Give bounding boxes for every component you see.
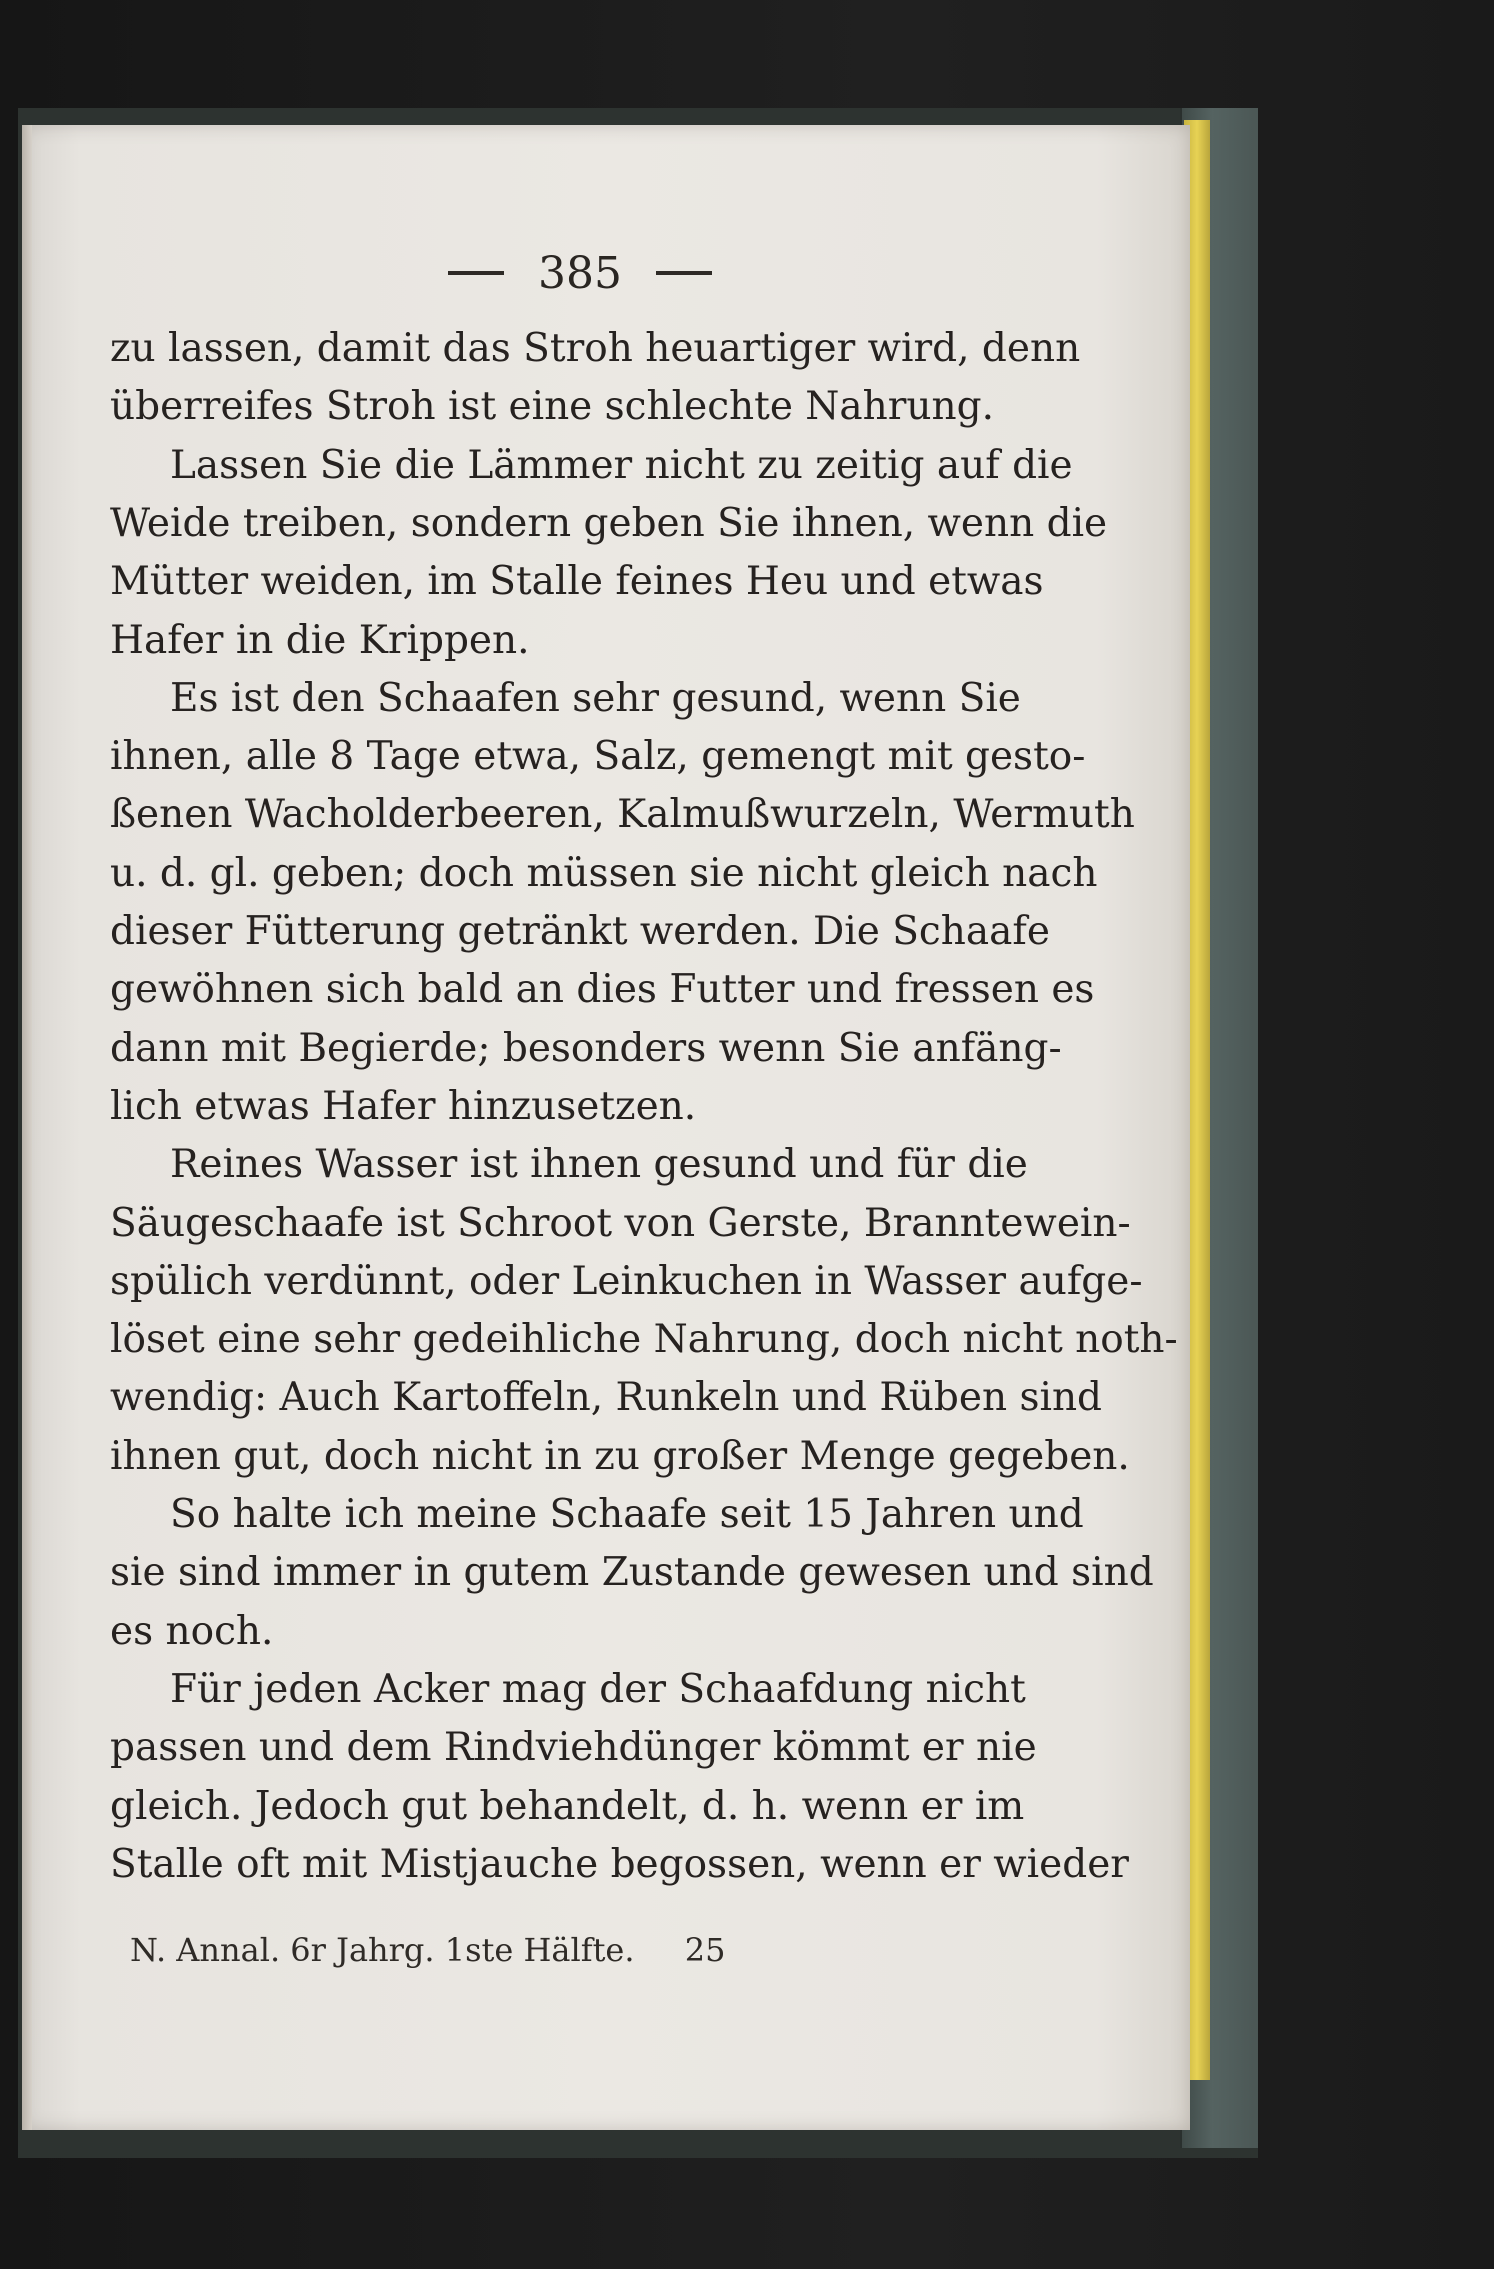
- text-line: dieser Fütterung getränkt werden. Die Schaafe: [110, 909, 1050, 954]
- text-line: Lassen Sie die Lämmer nicht zu zeitig auf die: [170, 442, 1073, 488]
- text-line: Hafer in die Krippen.: [110, 617, 530, 663]
- text-line: Für jeden Acker mag der Schaafdung nicht: [170, 1666, 1026, 1712]
- text-line: Reines Wasser ist ihnen gesund und für die: [170, 1142, 1028, 1188]
- text-line: ihnen gut, doch nicht in zu großer Menge gegeben.: [110, 1433, 1130, 1479]
- text-line: lich etwas Hafer hinzusetzen.: [110, 1083, 697, 1129]
- text-line: So halte ich meine Schaafe seit 15 Jahren und: [170, 1492, 1084, 1537]
- text-line: Stalle oft mit Mistjauche begossen, wenn er wieder: [110, 1841, 1129, 1887]
- text-line: Weide treiben, sondern geben Sie ihnen, wenn die: [110, 500, 1108, 546]
- page-header: [430, 238, 730, 308]
- page-number: 385: [538, 247, 622, 299]
- page-gutter: [22, 125, 32, 2130]
- footer-source: N. Annal. 6r Jahrg. 1ste Hälfte.: [130, 1931, 635, 1969]
- text-line: gewöhnen sich bald an dies Futter und fressen es: [110, 967, 1095, 1013]
- text-line: wendig: Auch Kartoffeln, Runkeln und Rüben sind: [110, 1375, 1103, 1421]
- text-line: Säugeschaafe ist Schroot von Gerste, Branntewein-: [110, 1200, 1131, 1246]
- text-line: ßenen Wacholderbeeren, Kalmußwurzeln, Wermuth: [110, 792, 1135, 838]
- text-line: Es ist den Schaafen sehr gesund, wenn Sie: [170, 675, 1021, 721]
- text-line: gleich. Jedoch gut behandelt, d. h. wenn er im: [110, 1783, 1025, 1829]
- text-line: überreifes Stroh ist eine schlechte Nahrung.: [110, 384, 995, 430]
- text-line: u. d. gl. geben; doch müssen sie nicht gleich nach: [110, 850, 1098, 896]
- text-line: passen und dem Rindviehdünger kömmt er nie: [110, 1725, 1037, 1771]
- signature-mark: 25: [684, 1931, 726, 1969]
- header-dash-right: [656, 271, 712, 275]
- text-line: ihnen, alle 8 Tage etwa, Salz, gemengt mit gesto-: [110, 734, 1086, 780]
- header-dash-left: [448, 271, 504, 275]
- text-line: Mütter weiden, im Stalle feines Heu und etwas: [110, 559, 1044, 605]
- text-line: zu lassen, damit das Stroh heuartiger wird, denn: [110, 326, 1081, 371]
- text-line: es noch.: [110, 1608, 274, 1654]
- text-line: spülich verdünnt, oder Leinkuchen in Wasser aufge-: [110, 1258, 1143, 1304]
- text-line: sie sind immer in gutem Zustande gewesen und sind: [110, 1550, 1154, 1596]
- page-footer: [130, 1925, 830, 1975]
- text-line: dann mit Begierde; besonders wenn Sie anfäng-: [110, 1025, 1062, 1071]
- text-line: löset eine sehr gedeihliche Nahrung, doch nicht noth-: [110, 1317, 1178, 1363]
